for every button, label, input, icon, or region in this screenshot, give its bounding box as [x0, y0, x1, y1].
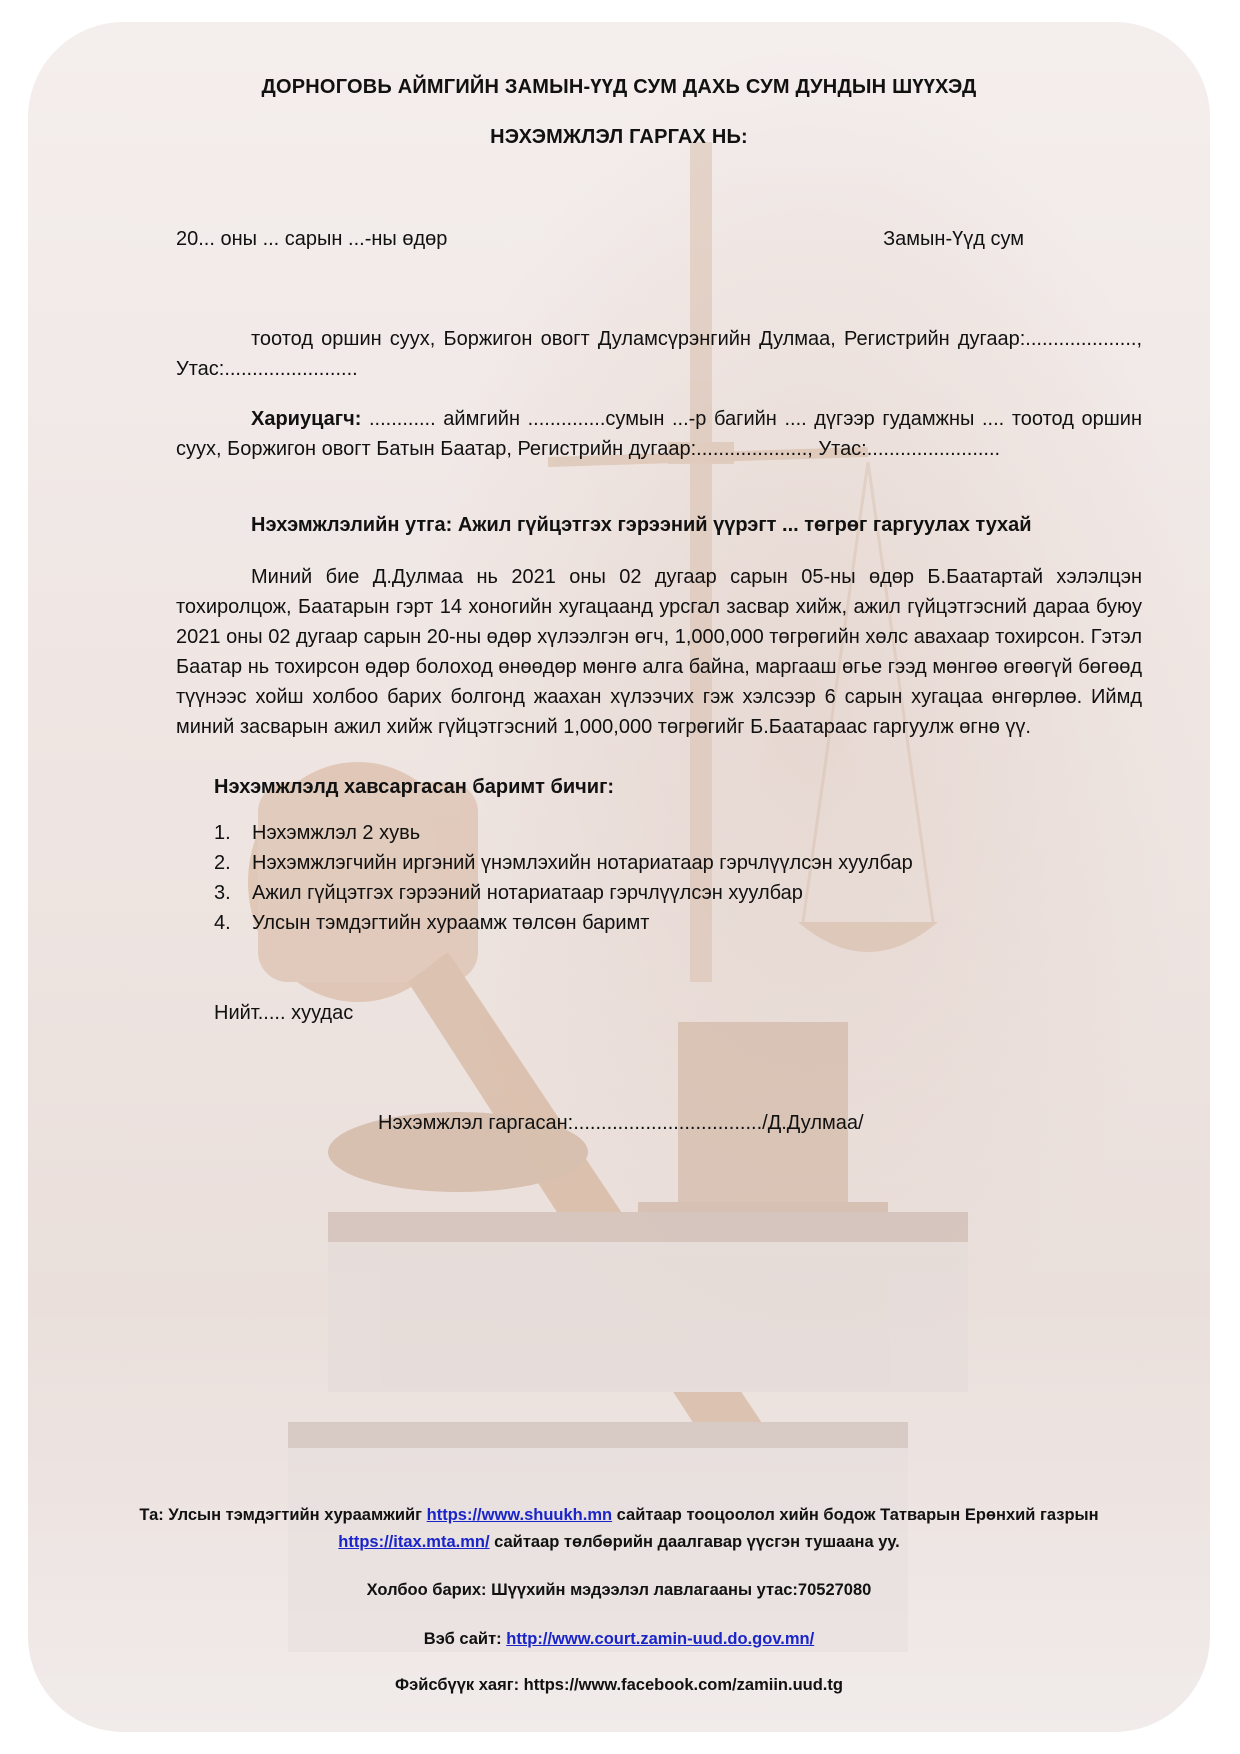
defendant-text: ............ аймгийн ..............сумын ...-р багийн .... дүгээр гудамжны .... тоотод оршин суух, Боржигон овогт Батын Баатар, Регистрийн дугаар:...................., Утас:........................: [176, 408, 1142, 460]
list-item-number: 2.: [214, 852, 231, 874]
date-line: 20... оны ... сарын ...-ны өдөр: [176, 228, 448, 250]
list-item: [214, 878, 1144, 908]
plaintiff-paragraph: тоотод оршин суух, Боржигон овогт Дуламсүрэнгийн Дулмаа, Регистрийн дугаар:...................., Утас:........................: [176, 328, 1142, 380]
document-page: [28, 22, 1210, 1732]
shuukh-link[interactable]: https://www.shuukh.mn: [426, 1506, 613, 1524]
signature-line: Нэхэмжлэл гаргасан:................................../Д.Дулмаа/: [378, 1112, 864, 1134]
list-item-number: 3.: [214, 882, 231, 904]
place-line: Замын-Үүд сум: [883, 228, 1024, 250]
page-count: Нийт..... хуудас: [214, 1002, 354, 1024]
list-item-number: 4.: [214, 912, 231, 934]
claim-subject: Нэхэмжлэлийн утга: Ажил гүйцэтгэх гэрээний үүрэгт ... төгрөг гаргуулах тухай: [251, 514, 1032, 536]
list-item-text: Улсын тэмдэгтийн хураамж төлсөн баримт: [252, 912, 650, 934]
document-title: НЭХЭМЖЛЭЛ ГАРГАХ НЬ:: [490, 126, 748, 148]
attachments-list: [214, 818, 1144, 938]
itax-link[interactable]: https://itax.mta.mn/: [338, 1533, 490, 1551]
claim-body: Миний бие Д.Дулмаа нь 2021 оны 02 дугаар сарын 05-ны өдөр Б.Баатартай хэлэлцэн тохиролцож, Баатарын гэрт 14 хоногийн хугацаанд урсгал засвар хийж, ажил гүйцэтгэсний дараа буюу 2021 оны 02 дугаар сарын 20-ны өдөр хүлээлгэн өгч, 1,000,000 төгрөгийн хөлс авахаар тохирсон. Гэтэл Баатар нь тохирсон өдөр болоход өнөөдөр мөнгө алга байна, маргааш өгье гээд мөнгөө өгөөгүй бөгөөд түүнээс хойш холбоо барих болгонд жаахан хүлээчих гэж хэлсээр 6 сарын хугацаа өнгөрлөө. Иймд миний засварын ажил хийж гүйцэтгэсний 1,000,000 төгрөгийг Б.Баатараас гаргуулж өгнө үү.: [176, 566, 1142, 738]
fee-note-text: Та: Улсын тэмдэгтийн хураамжийг: [139, 1506, 427, 1524]
attachments-heading: Нэхэмжлэлд хавсаргасан баримт бичиг:: [214, 776, 615, 798]
defendant-paragraph: [176, 404, 1142, 464]
list-item-number: 1.: [214, 822, 231, 844]
court-heading: ДОРНОГОВЬ АЙМГИЙН ЗАМЫН-ҮҮД СУМ ДАХЬ СУМ ДУНДЫН ШҮҮХЭД: [261, 76, 977, 98]
contact-line: Холбоо барих: Шүүхийн мэдээлэл лавлагааны утас:70527080: [366, 1581, 872, 1599]
list-item: [214, 848, 1144, 878]
defendant-label: Хариуцагч:: [251, 408, 362, 430]
list-item-text: Нэхэмжлэгчийн иргэний үнэмлэхийн нотариатаар гэрчлүүлсэн хуулбар: [252, 852, 913, 874]
court-website-link[interactable]: http://www.court.zamin-uud.do.gov.mn/: [506, 1630, 815, 1648]
website-label: Вэб сайт:: [423, 1630, 507, 1648]
fee-note-text: сайтаар төлбөрийн даалгавар үүсгэн тушаана уу.: [489, 1533, 900, 1551]
list-item-text: Ажил гүйцэтгэх гэрээний нотариатаар гэрчлүүлсэн хуулбар: [252, 882, 803, 904]
list-item: [214, 818, 1144, 848]
list-item-text: Нэхэмжлэл 2 хувь: [252, 822, 421, 844]
website-line: [128, 1626, 1110, 1653]
fee-note-text: сайтаар тооцоолол хийн бодож Татварын Ерөнхий газрын: [612, 1506, 1099, 1524]
list-item: [214, 908, 1144, 938]
fee-note: [128, 1502, 1110, 1556]
facebook-line: Фэйсбүүк хаяг: https://www.facebook.com/zamiin.uud.tg: [395, 1676, 843, 1694]
